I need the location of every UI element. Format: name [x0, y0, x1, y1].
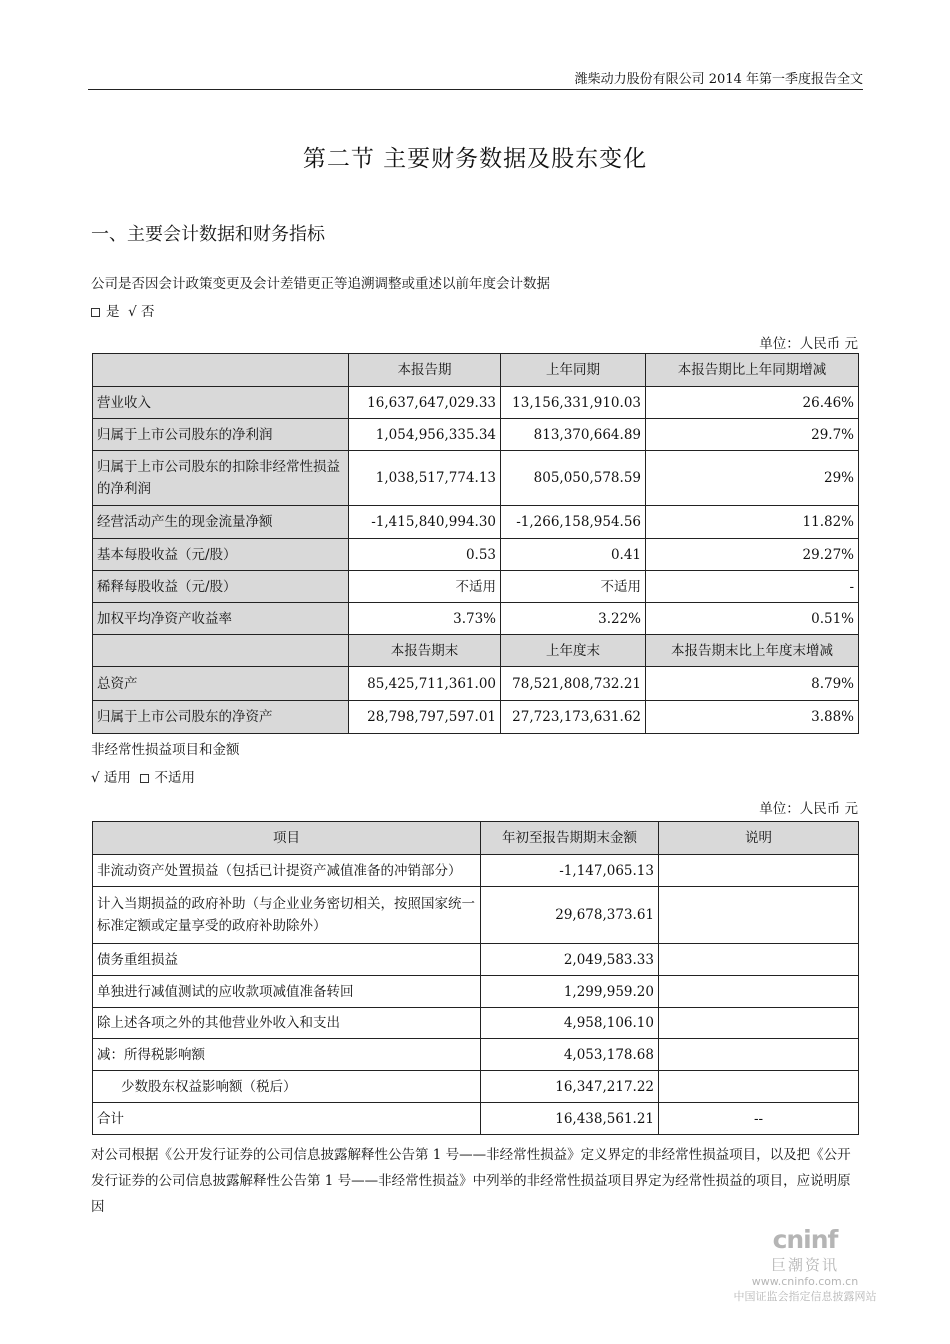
- nonrecurring-options: [91, 768, 195, 788]
- value-cell: 27,723,173,631.62: [501, 701, 646, 734]
- value-cell: 3.73%: [349, 603, 501, 635]
- value-cell: 3.88%: [646, 701, 859, 734]
- value-cell: 26.46%: [646, 387, 859, 419]
- value-cell: 78,521,808,732.21: [501, 667, 646, 701]
- amount-cell: 16,438,561.21: [481, 1103, 659, 1135]
- row-label: 基本每股收益（元/股）: [93, 539, 349, 571]
- option-no-label: √ 否: [128, 304, 155, 320]
- option-not-apply-label: 不适用: [154, 770, 195, 786]
- value-cell: 0.53: [349, 539, 501, 571]
- note-cell: [659, 944, 859, 976]
- unit-label-1: 单位：人民币 元: [759, 336, 858, 352]
- table-row: [93, 1071, 859, 1103]
- checkbox-not-apply: [140, 774, 149, 783]
- value-cell: 85,425,711,361.00: [349, 667, 501, 701]
- header-cell: 本报告期末: [349, 635, 501, 667]
- item-label: 减：所得税影响额: [93, 1039, 481, 1071]
- table-row: [93, 701, 859, 734]
- row-label: 经营活动产生的现金流量净额: [93, 506, 349, 539]
- item-label: 债务重组损益: [93, 944, 481, 976]
- table-row: [93, 571, 859, 603]
- row-label: 归属于上市公司股东的净资产: [93, 701, 349, 734]
- note-cell: [659, 1039, 859, 1071]
- section-title: 第二节 主要财务数据及股东变化: [302, 146, 648, 172]
- table-header-row: [93, 354, 859, 387]
- value-cell: 0.41: [501, 539, 646, 571]
- value-cell: 29.27%: [646, 539, 859, 571]
- checkbox-yes: [91, 308, 100, 317]
- value-cell: 29.7%: [646, 419, 859, 451]
- option-apply-label: √ 适用: [91, 770, 131, 786]
- table-row: [93, 506, 859, 539]
- table-row: [93, 451, 859, 506]
- table-row: [93, 539, 859, 571]
- item-label: 除上述各项之外的其他营业外收入和支出: [93, 1008, 481, 1039]
- subsection-title: 一、主要会计数据和财务指标: [91, 224, 325, 245]
- financial-indicators-table: [92, 353, 859, 734]
- row-label: 总资产: [93, 667, 349, 701]
- value-cell: -1,266,158,954.56: [501, 506, 646, 539]
- row-label: 营业收入: [93, 387, 349, 419]
- amount-cell: 16,347,217.22: [481, 1071, 659, 1103]
- cninfo-logo-text: cninf: [772, 1225, 838, 1254]
- amount-cell: 4,958,106.10: [481, 1008, 659, 1039]
- item-label: 非流动资产处置损益（包括已计提资产减值准备的冲销部分）: [93, 855, 481, 887]
- amount-cell: 4,053,178.68: [481, 1039, 659, 1071]
- table-row: [93, 976, 859, 1008]
- header-cell: 上年度末: [501, 635, 646, 667]
- value-cell: 11.82%: [646, 506, 859, 539]
- value-cell: 28,798,797,597.01: [349, 701, 501, 734]
- unit-label-2: 单位：人民币 元: [759, 801, 858, 817]
- value-cell: 813,370,664.89: [501, 419, 646, 451]
- nonrecurring-items-table: [92, 821, 859, 1135]
- table-header-row: [93, 822, 859, 855]
- footnote-paragraph: 对公司根据《公开发行证券的公司信息披露解释性公告第 1 号——非经常性损益》定义界定的非经常性损益项目，以及把《公开发行证券的公司信息披露解释性公告第 1 号——非经常性损益》中列举的非经常性损益项目界定为经常性损益的项目，应说明原因: [91, 1147, 851, 1215]
- value-cell: 805,050,578.59: [501, 451, 646, 506]
- header-cell: 项目: [93, 822, 481, 855]
- table-row: [93, 419, 859, 451]
- nonrecurring-title: 非经常性损益项目和金额: [91, 742, 240, 758]
- table-row: [93, 855, 859, 887]
- cninfo-logo-sub: 中国证监会指定信息披露网站: [733, 1290, 877, 1303]
- row-label: 加权平均净资产收益率: [93, 603, 349, 635]
- header-cell: 本报告期末比上年度末增减: [646, 635, 859, 667]
- cninfo-logo-cn: 巨潮资讯: [770, 1256, 839, 1274]
- note-cell: --: [659, 1103, 859, 1135]
- item-label: 计入当期损益的政府补助（与企业业务密切相关，按照国家统一标准定额或定量享受的政府补助除外）: [93, 887, 481, 944]
- value-cell: 29%: [646, 451, 859, 506]
- item-label: 单独进行减值测试的应收款项减值准备转回: [93, 976, 481, 1008]
- value-cell: 16,637,647,029.33: [349, 387, 501, 419]
- table-subheader-row: [93, 635, 859, 667]
- item-label: 少数股东权益影响额（税后）: [93, 1071, 481, 1103]
- note-cell: [659, 976, 859, 1008]
- value-cell: 8.79%: [646, 667, 859, 701]
- table-row: [93, 944, 859, 976]
- header-cell: 上年同期: [501, 354, 646, 387]
- item-label: 合计: [93, 1103, 481, 1135]
- value-cell: -: [646, 571, 859, 603]
- table-row: [93, 1008, 859, 1039]
- header-cell: 年初至报告期期末金额: [481, 822, 659, 855]
- note-cell: [659, 855, 859, 887]
- note-cell: [659, 887, 859, 944]
- header-cell: 本报告期: [349, 354, 501, 387]
- value-cell: 不适用: [349, 571, 501, 603]
- value-cell: -1,415,840,994.30: [349, 506, 501, 539]
- table-row: [93, 1039, 859, 1071]
- row-label: 稀释每股收益（元/股）: [93, 571, 349, 603]
- cninfo-logo-url: www.cninfo.com.cn: [751, 1275, 859, 1288]
- amount-cell: -1,147,065.13: [481, 855, 659, 887]
- cninfo-watermark: [730, 1225, 880, 1304]
- table-row: [93, 887, 859, 944]
- header-cell: [93, 635, 349, 667]
- table-row: [93, 667, 859, 701]
- table-row: [93, 603, 859, 635]
- amount-cell: 1,299,959.20: [481, 976, 659, 1008]
- row-label: 归属于上市公司股东的净利润: [93, 419, 349, 451]
- note-cell: [659, 1008, 859, 1039]
- table-row: [93, 387, 859, 419]
- table-total-row: [93, 1103, 859, 1135]
- amount-cell: 29,678,373.61: [481, 887, 659, 944]
- value-cell: 0.51%: [646, 603, 859, 635]
- restatement-options: [91, 302, 155, 322]
- header-cell: [93, 354, 349, 387]
- note-cell: [659, 1071, 859, 1103]
- value-cell: 不适用: [501, 571, 646, 603]
- header-cell: 说明: [659, 822, 859, 855]
- row-label: 归属于上市公司股东的扣除非经常性损益的净利润: [93, 451, 349, 506]
- page-header: 潍柴动力股份有限公司 2014 年第一季度报告全文: [88, 70, 863, 90]
- value-cell: 1,054,956,335.34: [349, 419, 501, 451]
- restatement-question: 公司是否因会计政策变更及会计差错更正等追溯调整或重述以前年度会计数据: [91, 276, 550, 292]
- header-cell: 本报告期比上年同期增减: [646, 354, 859, 387]
- value-cell: 3.22%: [501, 603, 646, 635]
- value-cell: 13,156,331,910.03: [501, 387, 646, 419]
- value-cell: 1,038,517,774.13: [349, 451, 501, 506]
- amount-cell: 2,049,583.33: [481, 944, 659, 976]
- option-yes-label: 是: [106, 304, 120, 320]
